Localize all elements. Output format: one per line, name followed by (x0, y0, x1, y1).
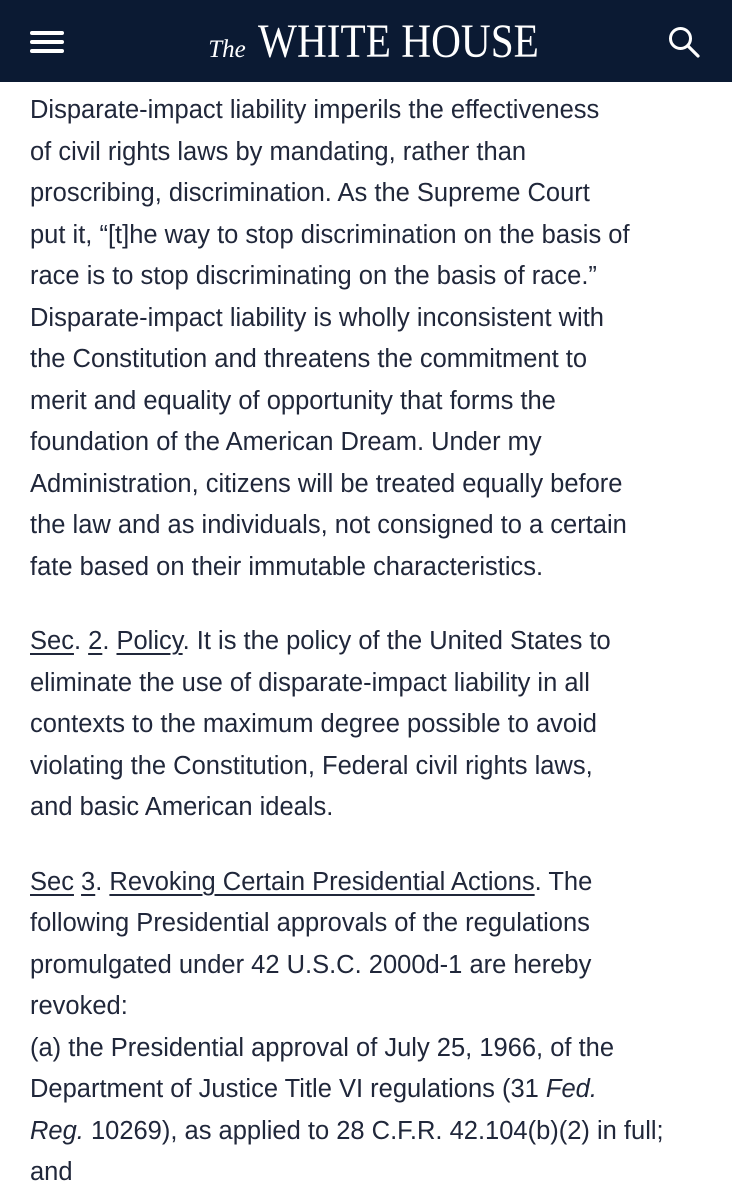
text-line: and basic American ideals. (30, 793, 334, 821)
text-line: race is to stop discriminating on the basis of race.” (30, 262, 597, 290)
text-line: of civil rights laws by mandating, rather than (30, 137, 527, 166)
section-label: Sec (30, 627, 74, 655)
text-line: the law and as individuals, not consigned to a certain (30, 511, 627, 539)
section-number: 3 (81, 867, 96, 896)
menu-icon-bar (30, 40, 64, 44)
section-title: Policy (116, 627, 183, 655)
text-line: foundation of the American Dream. Under my (30, 428, 542, 456)
site-header (0, 0, 732, 82)
text-line: eliminate the use of disparate-impact liability in all (30, 668, 590, 697)
list-item-a: (a) the Presidential approval of July 25, 1966, of the (30, 1033, 615, 1062)
section-label: Sec (30, 867, 74, 896)
text-line: and (30, 1158, 73, 1186)
text-line: Department of Justice Title VI regulations (31 (30, 1075, 546, 1103)
section-2-paragraph (30, 621, 720, 829)
paragraph-spacer (30, 829, 720, 862)
section-separator: . (102, 627, 117, 655)
text-line: Disparate-impact liability is wholly inconsistent with (30, 303, 604, 332)
text-line: following Presidential approvals of the regulations (30, 909, 590, 937)
logo-title: WHITE HOUSE (257, 14, 539, 68)
citation-italic: Fed. (545, 1075, 597, 1103)
section-separator (74, 868, 81, 896)
logo-prefix: The (208, 35, 246, 63)
section-lead-text: . The (534, 867, 593, 896)
text-line: Disparate-impact liability imperils the effectiveness (30, 96, 600, 124)
section-number: 2 (88, 627, 103, 655)
text-line: fate based on their immutable characteristics. (30, 552, 544, 581)
article-body (30, 90, 720, 1194)
text-line: contexts to the maximum degree possible to avoid (30, 710, 597, 738)
section-3-paragraph (30, 862, 720, 1194)
site-logo[interactable] (208, 14, 539, 69)
text-line: the Constitution and threatens the commitment to (30, 345, 588, 373)
section-separator: . (73, 627, 89, 655)
menu-icon[interactable] (30, 28, 66, 56)
intro-paragraph (30, 90, 720, 588)
search-icon[interactable] (666, 24, 702, 60)
text-line: 10269), as applied to 28 C.F.R. 42.104(b)(2) in full; (83, 1116, 664, 1145)
text-line: put it, “[t]he way to stop discrimination on the basis of (30, 220, 630, 249)
text-line: revoked: (30, 992, 128, 1020)
menu-icon-bar (30, 49, 64, 53)
menu-icon-bar (30, 31, 64, 35)
section-title: Revoking Certain Presidential Actions (109, 867, 535, 896)
text-line: proscribing, discrimination. As the Supreme Court (30, 179, 590, 207)
text-line: merit and equality of opportunity that forms the (30, 386, 556, 415)
text-line: violating the Constitution, Federal civil rights laws, (30, 751, 593, 780)
paragraph-spacer (30, 588, 720, 621)
section-separator: . (95, 867, 110, 896)
text-line: promulgated under 42 U.S.C. 2000d-1 are hereby (30, 950, 592, 979)
text-line: Administration, citizens will be treated equally before (30, 469, 623, 498)
section-lead-text: . It is the policy of the United States to (182, 627, 611, 655)
citation-italic: Reg. (30, 1116, 84, 1145)
